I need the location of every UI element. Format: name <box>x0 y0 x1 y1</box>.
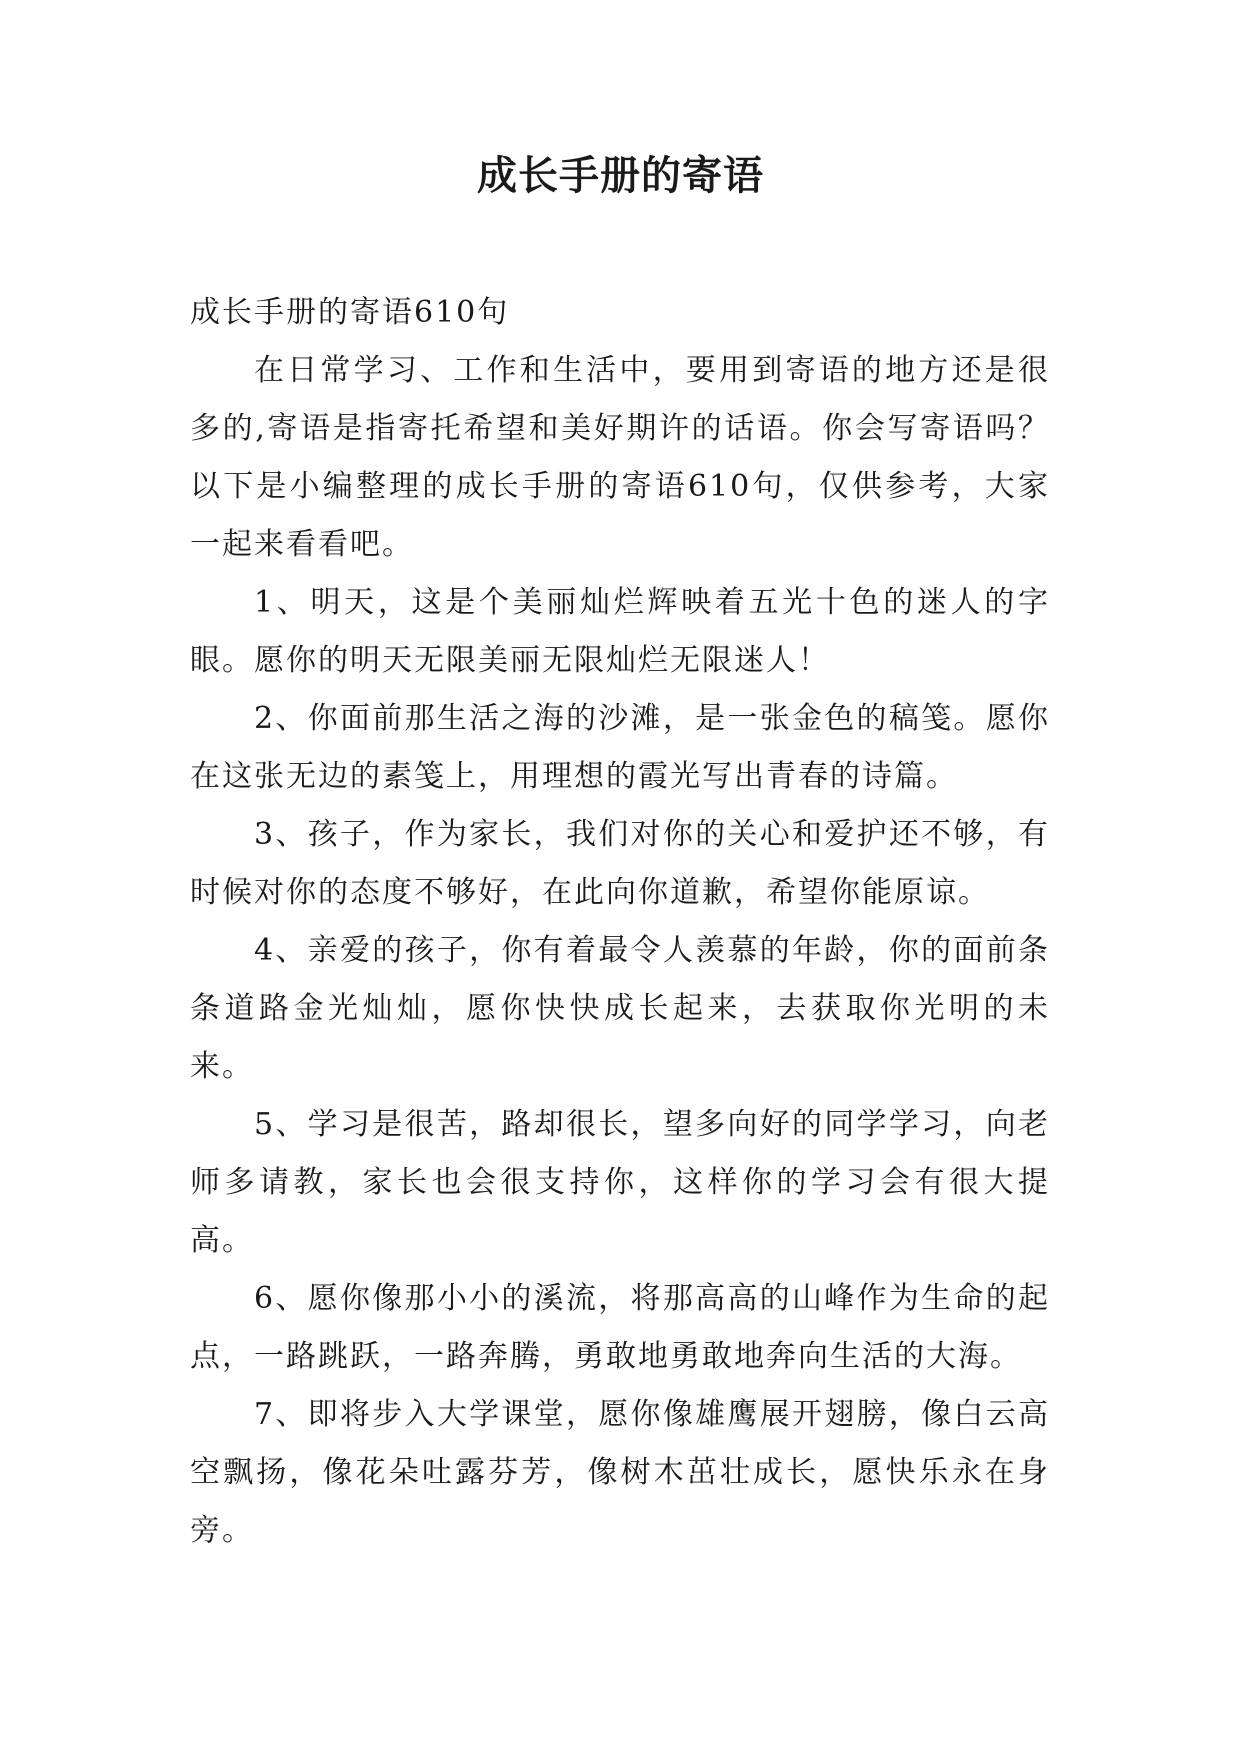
message-item-7: 7、即将步入大学课堂，愿你像雄鹰展开翅膀，像白云高空飘扬，像花朵吐露芬芳，像树木茁壮成长，愿快乐永在身旁。 <box>190 1397 1050 1548</box>
message-item-4: 4、亲爱的孩子，你有着最令人羡慕的年龄，你的面前条条道路金光灿灿，愿你快快成长起来，去获取你光明的未来。 <box>190 933 1050 1084</box>
message-item-5: 5、学习是很苦，路却很长，望多向好的同学学习，向老师多请教，家长也会很支持你，这样你的学习会有很大提高。 <box>190 1107 1050 1258</box>
message-item-2: 2、你面前那生活之海的沙滩，是一张金色的稿笺。愿你在这张无边的素笺上，用理想的霞光写出青春的诗篇。 <box>190 701 1050 794</box>
message-item-3: 3、孩子，作为家长，我们对你的关心和爱护还不够，有时候对你的态度不够好，在此向你道歉，希望你能原谅。 <box>190 817 1050 910</box>
message-item-6: 6、愿你像那小小的溪流，将那高高的山峰作为生命的起点，一路跳跃，一路奔腾，勇敢地勇敢地奔向生活的大海。 <box>190 1281 1050 1374</box>
document-title: 成长手册的寄语 <box>477 152 764 199</box>
message-item-1: 1、明天，这是个美丽灿烂辉映着五光十色的迷人的字眼。愿你的明天无限美丽无限灿烂无限迷人！ <box>190 585 1050 678</box>
document-subtitle: 成长手册的寄语610句 <box>190 295 510 330</box>
document-body <box>190 284 1050 1560</box>
intro-paragraph: 在日常学习、工作和生活中，要用到寄语的地方还是很多的,寄语是指寄托希望和美好期许的话语。你会写寄语吗？以下是小编整理的成长手册的寄语610句，仅供参考，大家一起来看看吧。 <box>190 353 1050 562</box>
